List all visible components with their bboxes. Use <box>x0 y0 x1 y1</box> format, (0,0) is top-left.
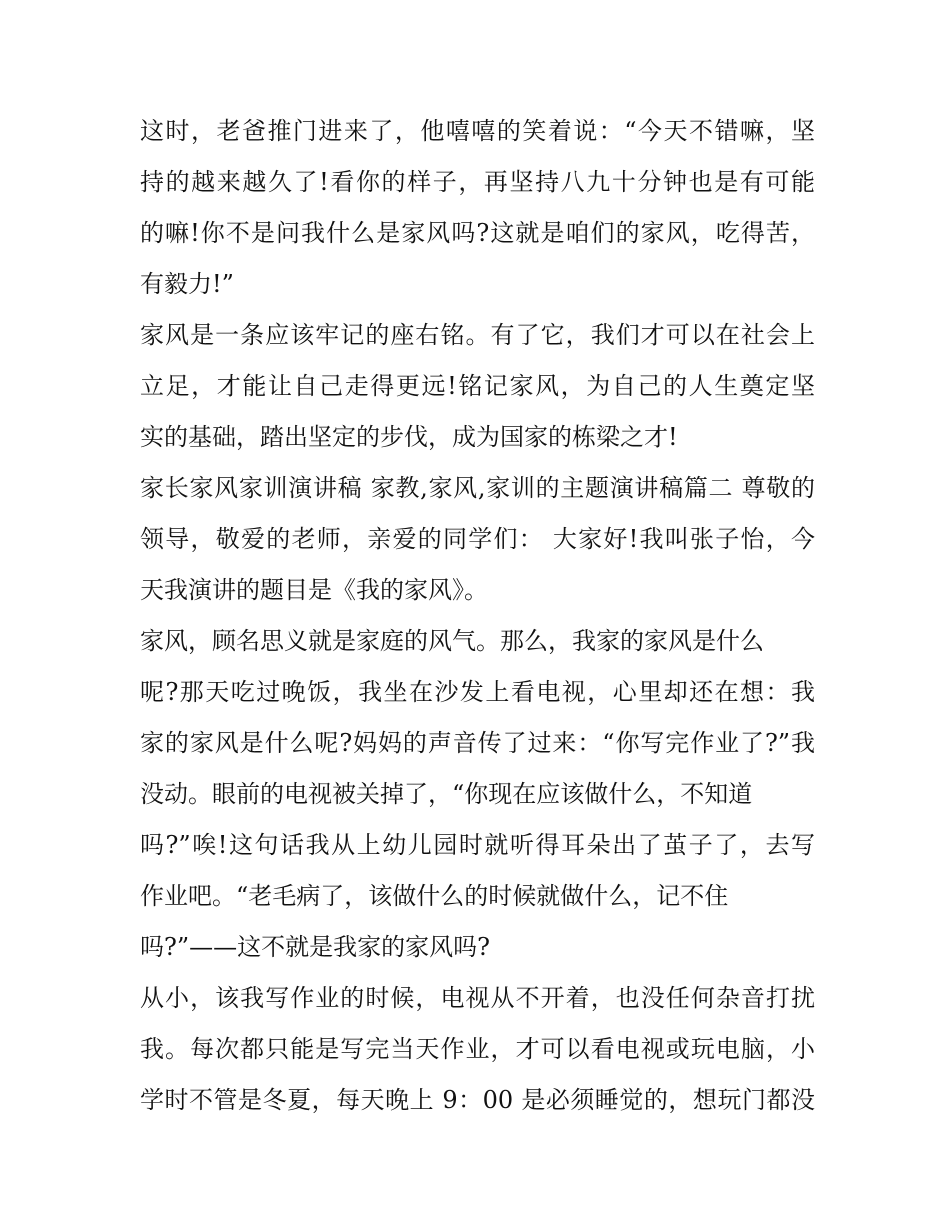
text-line: 我。每次都只能是写完当天作业，才可以看电视或玩电脑，小 <box>140 1035 815 1063</box>
paragraph-3 <box>140 463 815 616</box>
text-line: 学时不管是冬夏，每天晚上 9：00 是必须睡觉的，想玩门都没 <box>140 1086 815 1114</box>
text-line: 有毅力!” <box>140 270 234 298</box>
text-line: 家风，顾名思义就是家庭的风气。那么，我家的家风是什么 <box>140 627 764 655</box>
text-line: 实的基础，踏出坚定的步伐，成为国家的栋梁之才! <box>140 423 678 451</box>
paragraph-1 <box>140 106 815 310</box>
text-line: 吗?”唉!这句话我从上幼儿园时就听得耳朵出了茧子了，去写 <box>140 831 815 859</box>
text-line: 立足，才能让自己走得更远!铭记家风，为自己的人生奠定坚 <box>140 372 815 400</box>
text-line: 家风是一条应该牢记的座右铭。有了它，我们才可以在社会上 <box>140 321 815 349</box>
text-line: 作业吧。“老毛病了，该做什么的时候就做什么，记不住 <box>140 882 729 910</box>
document-body <box>140 106 815 1126</box>
text-line: 家的家风是什么呢?妈妈的声音传了过来：“你写完作业了?”我 <box>140 729 815 757</box>
text-line: 这时，老爸推门进来了，他嘻嘻的笑着说：“今天不错嘛，坚 <box>140 117 815 145</box>
text-line: 吗?”——这不就是我家的家风吗? <box>140 933 491 961</box>
paragraph-2 <box>140 310 815 463</box>
text-line: 家长家风家训演讲稿 家教,家风,家训的主题演讲稿篇二 尊敬的 <box>140 474 815 502</box>
text-line: 持的越来越久了!看你的样子，再坚持八九十分钟也是有可能 <box>140 168 815 196</box>
text-line: 天我演讲的题目是《我的家风》。 <box>140 576 488 604</box>
text-line: 领导，敬爱的老师，亲爱的同学们： 大家好!我叫张子怡，今 <box>140 525 815 553</box>
text-line: 呢?那天吃过晚饭，我坐在沙发上看电视，心里却还在想：我 <box>140 678 815 706</box>
text-line: 没动。眼前的电视被关掉了，“你现在应该做什么，不知道 <box>140 780 753 808</box>
text-line: 的嘛!你不是问我什么是家风吗?这就是咱们的家风，吃得苦， <box>140 219 815 247</box>
text-line: 从小，该我写作业的时候，电视从不开着，也没任何杂音打扰 <box>140 984 815 1012</box>
paragraph-5 <box>140 973 815 1126</box>
paragraph-4 <box>140 616 815 973</box>
